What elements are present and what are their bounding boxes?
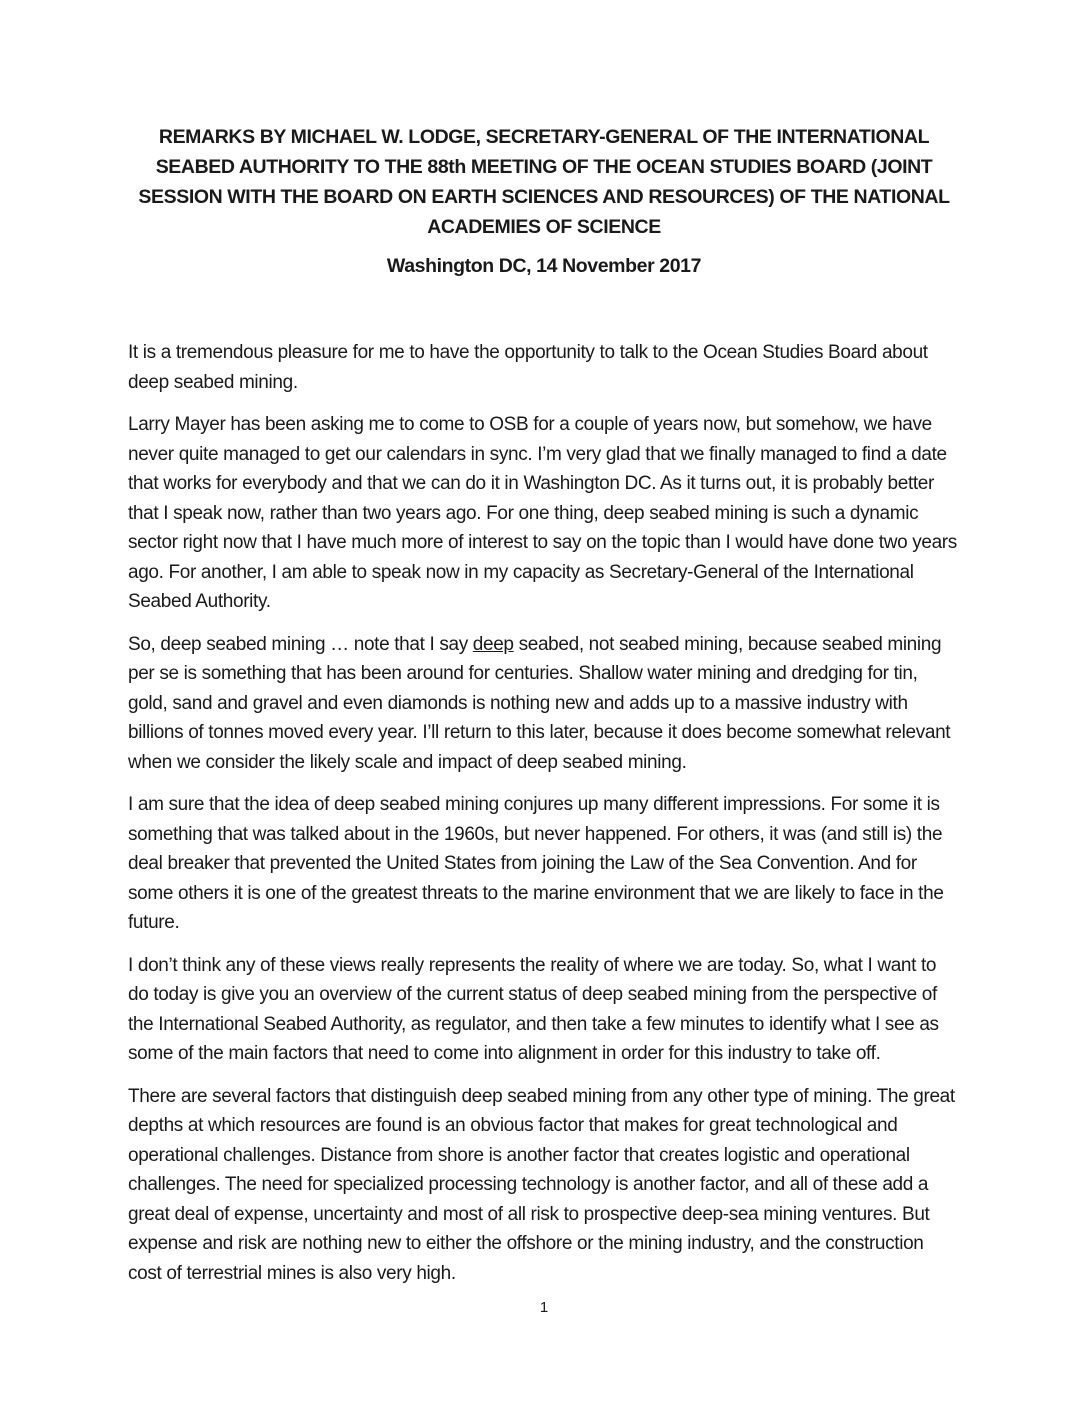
underlined-text-segment: deep	[472, 633, 514, 655]
page-number: 1	[539, 1299, 549, 1316]
paragraph	[128, 790, 960, 938]
text-segment: There are several factors that distinguish deep seabed mining from any other type of mining. The great depths at which resources are found is an obvious factor that makes for great technological and operational challenges. Distance from shore is another factor that creates logistic and operational challenges. The need for specialized processing technology is another factor, and all of these add a great deal of expense, uncertainty and most of all risk to prospective deep-sea mining ventures. But expense and risk are nothing new to either the offshore or the mining industry, and the construction cost of terrestrial mines is also very high.	[128, 1085, 955, 1284]
document-title: REMARKS BY MICHAEL W. LODGE, SECRETARY-GENERAL OF THE INTERNATIONAL SEABED AUTHORITY TO THE 88th MEETING OF THE OCEAN STUDIES BOARD (JOINT SESSION WITH THE BOARD ON EARTH SCIENCES AND RESOURCES) OF THE NATIONAL ACADEMIES OF SCIENCE	[138, 126, 950, 238]
document-body	[128, 338, 960, 1288]
paragraph	[128, 1082, 960, 1289]
text-segment: Larry Mayer has been asking me to come to OSB for a couple of years now, but somehow, we have never quite managed to get our calendars in sync. I’m very glad that we finally managed to find a date that works for everybody and that we can do it in Washington DC. As it turns out, it is probably better that I speak now, rather than two years ago. For one thing, deep seabed mining is such a dynamic sector right now that I have much more of interest to say on the topic than I would have done two years ago. For another, I am able to speak now in my capacity as Secretary-General of the International Seabed Authority.	[128, 414, 957, 612]
document-date-line: Washington DC, 14 November 2017	[386, 255, 702, 277]
paragraph	[128, 338, 960, 397]
text-segment: It is a tremendous pleasure for me to have the opportunity to talk to the Ocean Studies Board about deep seabed mining.	[128, 342, 928, 393]
text-segment: I am sure that the idea of deep seabed mining conjures up many different impressions. For some it is something that was talked about in the 1960s, but never happened. For others, it was (and still is) the deal breaker that prevented the United States from joining the Law of the Sea Convention. And for some others it is one of the greatest threats to the marine environment that we are likely to face in the future.	[128, 794, 944, 933]
text-segment: seabed, not seabed mining, because seabed mining per se is something that has been around for centuries. Shallow water mining and dredging for tin, gold, sand and gravel and even diamonds is nothing new and adds up to a massive industry with billions of tonnes moved every year. I’ll return to this later, because it does become somewhat relevant when we consider the likely scale and impact of deep seabed mining.	[128, 633, 951, 773]
text-segment: So, deep seabed mining … note that I say	[128, 633, 473, 655]
paragraph	[128, 630, 960, 778]
paragraph	[128, 951, 960, 1069]
text-segment: I don’t think any of these views really represents the reality of where we are today. So, what I want to do today is give you an overview of the current status of deep seabed mining from the perspective of the International Seabed Authority, as regulator, and then take a few minutes to identify what I see as some of the main factors that need to come into alignment in order for this industry to take off.	[128, 954, 939, 1064]
paragraph	[128, 410, 960, 617]
